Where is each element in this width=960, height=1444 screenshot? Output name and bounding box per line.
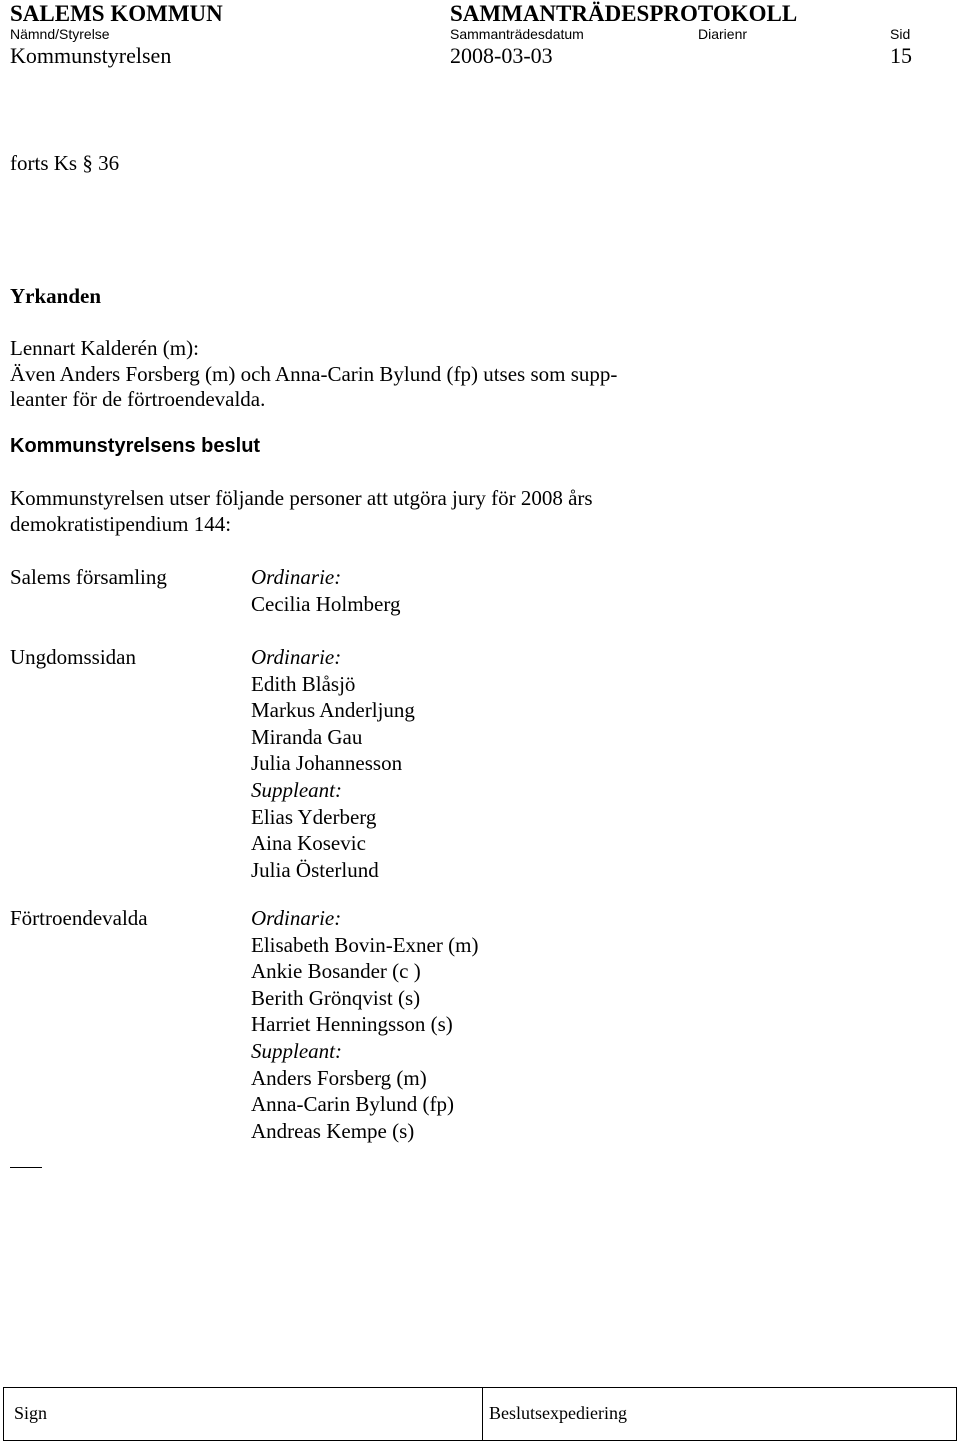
decision-text-line-2: demokratistipendium 144: [10, 512, 232, 536]
jury-members-ungdomssidan [251, 644, 415, 883]
ordinary-label: Ordinarie: [251, 645, 342, 669]
jury-org-salems-forsamling: Salems församling [10, 565, 167, 589]
motions-heading: Yrkanden [10, 284, 102, 308]
member-name: Berith Grönqvist (s) [251, 985, 421, 1010]
deputy-label: Suppleant: [251, 777, 342, 802]
section-end-rule [10, 1167, 42, 1168]
municipality-name: SALEMS KOMMUN [10, 1, 223, 26]
meeting-date-label: Sammanträdesdatum [450, 26, 584, 42]
member-name: Markus Anderljung [251, 698, 415, 723]
page-label: Sid [890, 26, 911, 42]
dispatch-label: Beslutsexpediering [489, 1403, 627, 1423]
ordinary-label: Ordinarie: [251, 906, 342, 930]
decision-text-line-1: Kommunstyrelsen utser följande personer att utgöra jury för 2008 års [10, 486, 593, 510]
member-name: Miranda Gau [251, 724, 363, 749]
diary-number-label: Diarienr [698, 26, 748, 42]
deputy-name: Aina Kosevic [251, 831, 366, 856]
member-name: Julia Johannesson [251, 751, 403, 776]
deputy-label: Suppleant: [251, 1038, 342, 1063]
jury-members-salems-forsamling [251, 564, 401, 617]
sign-label: Sign [14, 1403, 48, 1423]
ordinary-label: Ordinarie: [251, 565, 342, 589]
deputy-name: Anna-Carin Bylund (fp) [251, 1092, 454, 1117]
member-name: Cecilia Holmberg [251, 591, 401, 616]
jury-members-fortroendevalda [251, 905, 478, 1144]
jury-org-fortroendevalda: Förtroendevalda [10, 906, 148, 930]
decision-heading: Kommunstyrelsens beslut [10, 435, 261, 457]
member-name: Harriet Henningsson (s) [251, 1012, 453, 1037]
document-type: SAMMANTRÄDESPROTOKOLL [450, 1, 798, 26]
deputy-name: Anders Forsberg (m) [251, 1065, 427, 1090]
motion-text-line-1: Även Anders Forsberg (m) och Anna-Carin Bylund (fp) utses som supp- [10, 362, 618, 386]
body-value: Kommunstyrelsen [10, 43, 172, 68]
page-number: 15 [890, 43, 912, 68]
continuation-ref: forts Ks § 36 [10, 151, 120, 175]
signature-box-divider [482, 1388, 483, 1440]
member-name: Elisabeth Bovin-Exner (m) [251, 932, 479, 957]
meeting-date-value: 2008-03-03 [450, 43, 553, 68]
signature-box [3, 1387, 957, 1441]
deputy-name: Elias Yderberg [251, 804, 377, 829]
deputy-name: Julia Österlund [251, 857, 379, 882]
body-label: Nämnd/Styrelse [10, 26, 110, 42]
jury-org-ungdomssidan: Ungdomssidan [10, 645, 136, 669]
motion-text-line-2: leanter för de förtroendevalda. [10, 387, 266, 411]
deputy-name: Andreas Kempe (s) [251, 1118, 415, 1143]
member-name: Ankie Bosander (c ) [251, 959, 421, 984]
member-name: Edith Blåsjö [251, 671, 356, 696]
motion-author: Lennart Kalderén (m): [10, 336, 199, 360]
